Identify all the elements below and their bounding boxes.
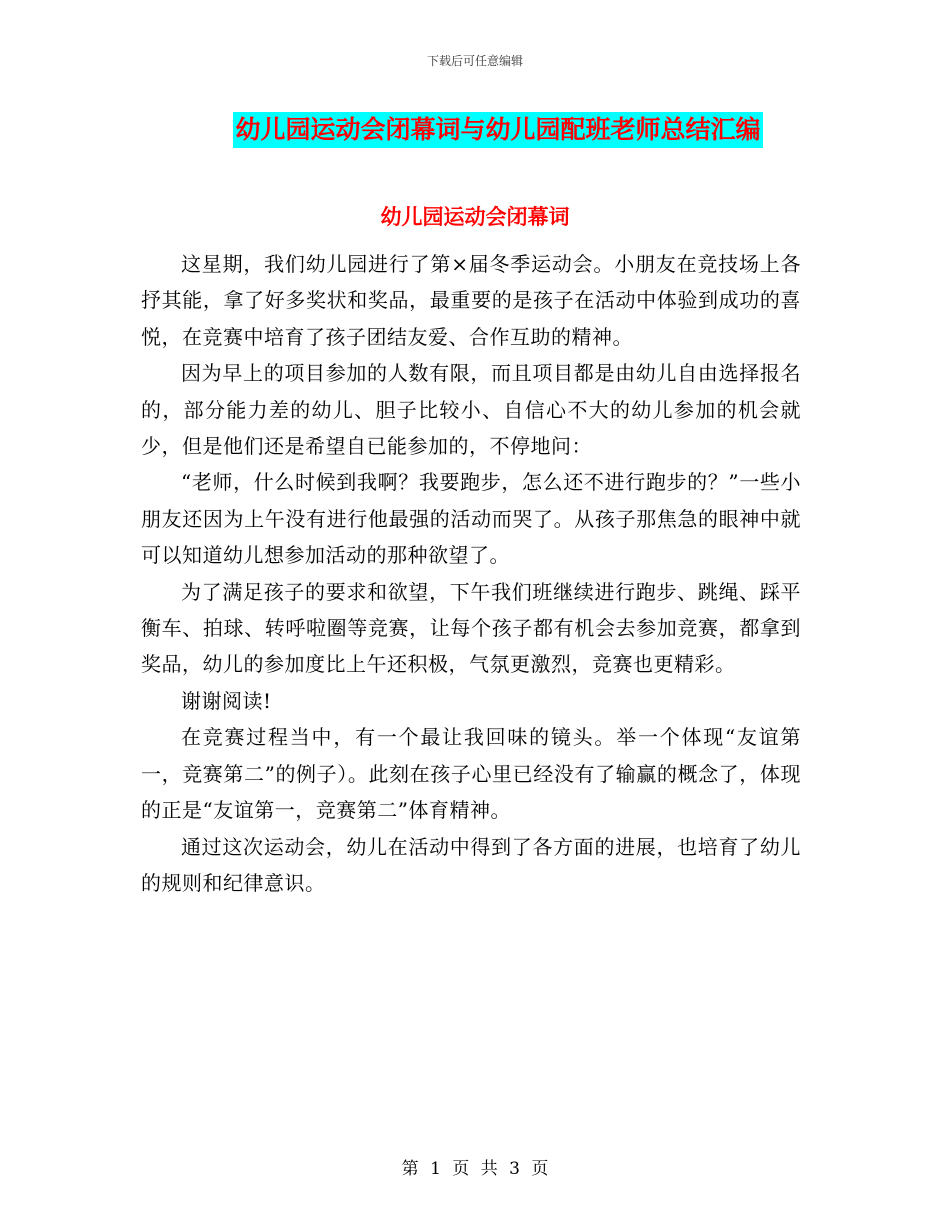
document-body	[141, 246, 801, 901]
header-note: 下载后可任意编辑	[426, 54, 523, 68]
document-title: 幼儿园运动会闭幕词与幼儿园配班老师总结汇编	[233, 112, 762, 148]
paragraph-7: 通过这次运动会，幼儿在活动中得到了各方面的进展，也培育了幼儿的规则和纪律意识。	[141, 834, 801, 895]
page-number-footer: 第 1 页 共 3 页	[401, 1159, 549, 1179]
paragraph-2: 因为早上的项目参加的人数有限，而且项目都是由幼儿自由选择报名的，部分能力差的幼儿、胆子比较小、自信心不大的幼儿参加的机会就少，但是他们还是希望自已能参加的，不停地问：	[141, 361, 801, 459]
paragraph-5: 谢谢阅读!	[181, 688, 272, 713]
paragraph-6: 在竞赛过程当中，有一个最让我回味的镜头。举一个体现“友谊第一，竞赛第二”的例子）。此刻在孩子心里已经没有了输赢的概念了，体现的正是“友谊第一，竞赛第二”体育精神。	[141, 725, 801, 823]
document-title-container	[0, 112, 950, 148]
section-title: 幼儿园运动会闭幕词	[380, 205, 570, 229]
paragraph-1: 这星期，我们幼儿园进行了第×届冬季运动会。小朋友在竞技场上各抒其能，拿了好多奖状和奖品，最重要的是孩子在活动中体验到成功的喜悦，在竞赛中培育了孩子团结友爱、合作互助的精神。	[141, 252, 801, 349]
paragraph-3: “老师，什么时候到我啊？我要跑步，怎么还不进行跑步的？”一些小朋友还因为上午没有进行他最强的活动而哭了。从孩子那焦急的眼神中就可以知道幼儿想参加活动的那种欲望了。	[141, 470, 801, 568]
paragraph-4: 为了满足孩子的要求和欲望，下午我们班继续进行跑步、跳绳、踩平衡车、拍球、转呼啦圈等竞赛，让每个孩子都有机会去参加竞赛，都拿到奖品，幼儿的参加度比上午还积极，气氛更激烈，竞赛也更精彩。	[141, 579, 801, 677]
